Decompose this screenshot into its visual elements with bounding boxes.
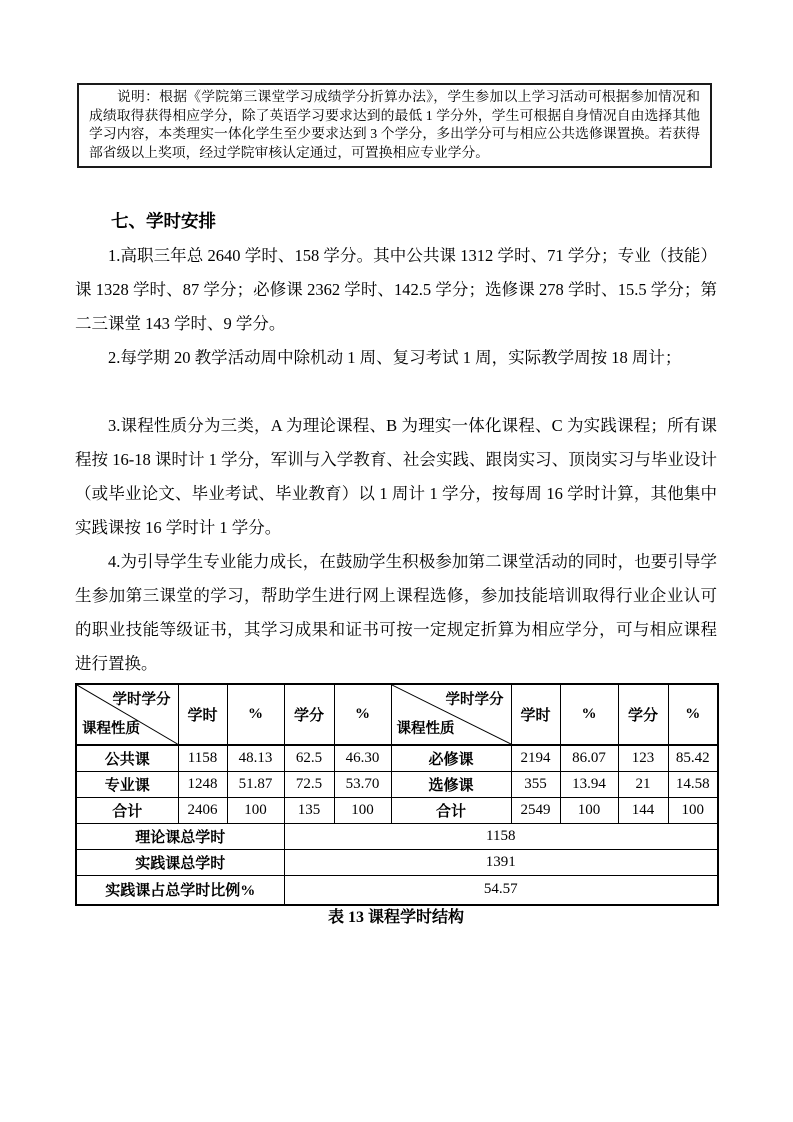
table-caption: 表 13 课程学时结构 bbox=[327, 909, 464, 926]
row-label-cell: 专业课 bbox=[76, 771, 178, 797]
value-cell: 100 bbox=[227, 797, 284, 823]
diagonal-bottom-left-label: 课程性质 bbox=[82, 721, 140, 737]
diagonal-top-right-label: 学时学分 bbox=[112, 692, 171, 708]
paragraph-4: 4.为引导学生专业能力成长，在鼓励学生积极参加第二课堂活动的同时，也要引导学生参加第三课堂的学习，帮助学生进行网上课程选修，参加技能培训取得行业企业认可的职业技能等级证书，其学习成果和证书可按一定规定折算为相应学分，可与相应课程进行置换。 bbox=[75, 552, 717, 673]
summary-label-cell: 实践课总学时 bbox=[76, 849, 284, 875]
value-cell: 100 bbox=[668, 797, 718, 823]
paragraph-3: 3.课程性质分为三类，A 为理论课程、B 为理实一体化课程、C 为实践课程；所有课程按 16-18 课时计 1 学分，军训与入学教育、社会实践、跟岗实习、顶岗实习与毕业设计（或毕业论文、毕业考试、毕业教育）以 1 周计 1 学分，按每周 16 学时计算，其他集中实践课按 16 学时计 1 学分。 bbox=[75, 416, 717, 537]
section-heading: 七、学时安排 bbox=[111, 211, 216, 231]
diagonal-top-right-label: 学时学分 bbox=[445, 692, 504, 708]
column-header-hours-percent-right: % bbox=[560, 684, 618, 745]
row-label-cell: 必修课 bbox=[391, 745, 511, 771]
summary-label-cell: 理论课总学时 bbox=[76, 823, 284, 849]
note-box bbox=[77, 83, 712, 168]
column-header-hours-right: 学时 bbox=[511, 684, 560, 745]
value-cell: 100 bbox=[560, 797, 618, 823]
column-header-credits-percent-left: % bbox=[334, 684, 391, 745]
column-header-hours-percent-left: % bbox=[227, 684, 284, 745]
table-header-row bbox=[76, 684, 718, 745]
value-cell: 135 bbox=[284, 797, 334, 823]
column-header-hours-left: 学时 bbox=[178, 684, 227, 745]
row-label-cell: 公共课 bbox=[76, 745, 178, 771]
course-hours-table bbox=[75, 683, 719, 906]
value-cell: 86.07 bbox=[560, 745, 618, 771]
diagonal-header-cell-left bbox=[76, 684, 178, 745]
note-text: 说明：根据《学院第三课堂学习成绩学分折算办法》，学生参加以上学习活动可根据参加情况和成绩取得获得相应学分，除了英语学习要求达到的最低 1 学分外，学生可根据自身情况自由选择其他学习内容，本类理实一体化学生至少要求达到 3 个学分，多出学分可与相应公共选修课置换。若获得部省级以上奖项，经过学院审核认定通过，可置换相应专业学分。 bbox=[89, 89, 700, 160]
summary-row-theory-hours bbox=[76, 823, 718, 849]
paragraph-2: 2.每学期 20 教学活动周中除机动 1 周、复习考试 1 周，实际教学周按 18 周计； bbox=[108, 348, 682, 367]
table-row-public-required bbox=[76, 745, 718, 771]
paragraph-1: 1.高职三年总 2640 学时、158 学分。其中公共课 1312 学时、71 学分；专业（技能）课 1328 学时、87 学分；必修课 2362 学时、142.5 学分；选修课 278 学时、15.5 学分；第二三课堂 143 学时、9 学分。 bbox=[75, 246, 717, 333]
value-cell: 14.58 bbox=[668, 771, 718, 797]
summary-label-cell: 实践课占总学时比例% bbox=[76, 875, 284, 905]
value-cell: 46.30 bbox=[334, 745, 391, 771]
value-cell: 21 bbox=[618, 771, 668, 797]
summary-value-cell: 1391 bbox=[284, 849, 718, 875]
value-cell: 85.42 bbox=[668, 745, 718, 771]
summary-value-cell: 54.57 bbox=[284, 875, 718, 905]
value-cell: 53.70 bbox=[334, 771, 391, 797]
diagonal-bottom-left-label: 课程性质 bbox=[396, 721, 455, 737]
value-cell: 51.87 bbox=[227, 771, 284, 797]
table-row-professional-elective bbox=[76, 771, 718, 797]
summary-row-practice-ratio bbox=[76, 875, 718, 905]
value-cell: 2194 bbox=[511, 745, 560, 771]
value-cell: 355 bbox=[511, 771, 560, 797]
column-header-credits-left: 学分 bbox=[284, 684, 334, 745]
row-label-cell: 合计 bbox=[76, 797, 178, 823]
value-cell: 72.5 bbox=[284, 771, 334, 797]
value-cell: 2549 bbox=[511, 797, 560, 823]
diagonal-header-cell-right bbox=[391, 684, 511, 745]
summary-value-cell: 1158 bbox=[284, 823, 718, 849]
value-cell: 62.5 bbox=[284, 745, 334, 771]
row-label-cell: 合计 bbox=[391, 797, 511, 823]
summary-row-practice-hours bbox=[76, 849, 718, 875]
value-cell: 13.94 bbox=[560, 771, 618, 797]
row-label-cell: 选修课 bbox=[391, 771, 511, 797]
value-cell: 48.13 bbox=[227, 745, 284, 771]
course-hours-table-container bbox=[75, 683, 717, 906]
value-cell: 144 bbox=[618, 797, 668, 823]
value-cell: 123 bbox=[618, 745, 668, 771]
value-cell: 1248 bbox=[178, 771, 227, 797]
column-header-credits-percent-right: % bbox=[668, 684, 718, 745]
value-cell: 1158 bbox=[178, 745, 227, 771]
column-header-credits-right: 学分 bbox=[618, 684, 668, 745]
table-row-totals bbox=[76, 797, 718, 823]
value-cell: 100 bbox=[334, 797, 391, 823]
value-cell: 2406 bbox=[178, 797, 227, 823]
